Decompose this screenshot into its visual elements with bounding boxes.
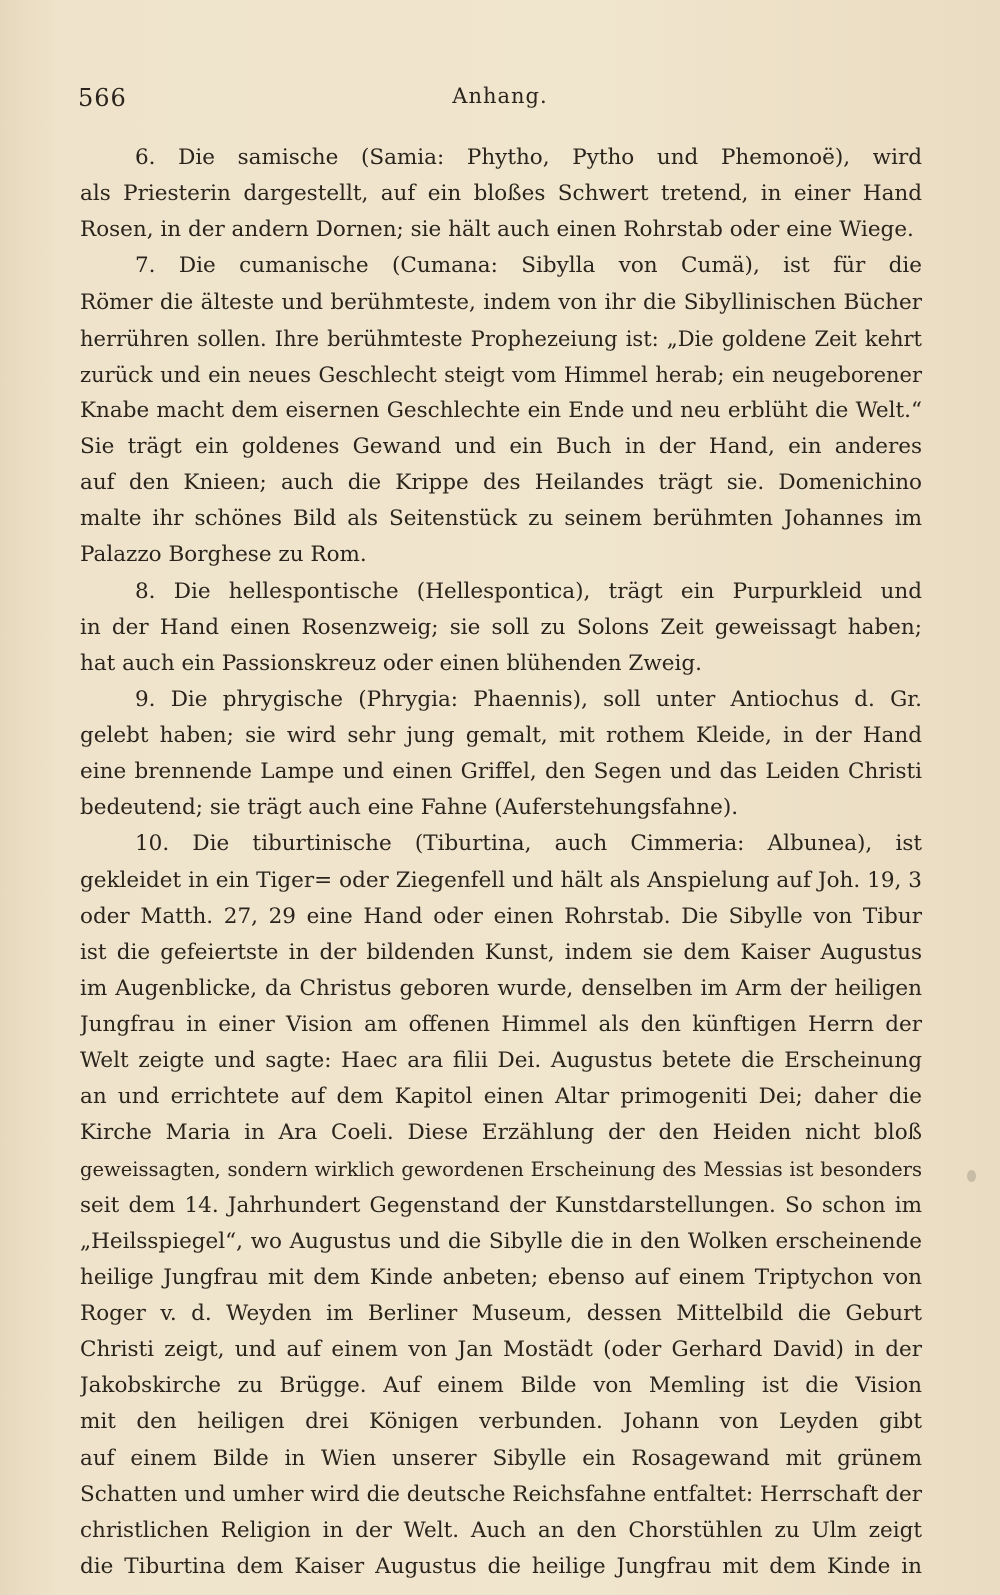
text-line: Sie trägt ein goldenes Gewand und ein Buch in der Hand, ein anderes (80, 434, 922, 459)
text-line: an und errichtete auf dem Kapitol einen Altar primogeniti Dei; daher die (80, 1084, 922, 1110)
running-head: Anhang. (452, 84, 548, 108)
text-line: Jakobskirche zu Brügge. Auf einem Bilde von Memling ist die Vision (80, 1373, 922, 1399)
text-line: auf den Knieen; auch die Krippe des Heilandes trägt sie. Domenichino (80, 470, 922, 496)
text-line: christlichen Religion in der Welt. Auch an den Chorstühlen zu Ulm zeigt (80, 1517, 922, 1543)
text-line: geweissagten, sondern wirklich gewordenen Erscheinung des Messias ist besonders (80, 1157, 922, 1181)
text-line: Schatten und umher wird die deutsche Reichsfahne entfaltet: Herrschaft der (80, 1481, 922, 1507)
text-line: Knabe macht dem eisernen Geschlechte ein Ende und neu erblüht die Welt.“ (80, 397, 922, 423)
text-line: „Heilsspiegel“, wo Augustus und die Sibylle die in den Wolken erscheinende (80, 1228, 922, 1254)
text-line: die Tiburtina dem Kaiser Augustus die heilige Jungfrau mit dem Kinde in (80, 1553, 922, 1579)
paper-spot (967, 1170, 976, 1182)
text-line: auf einem Bilde in Wien unserer Sibylle ein Rosagewand mit grünem (80, 1445, 922, 1471)
text-line: bedeutend; sie trägt auch eine Fahne (Auferstehungsfahne). (80, 795, 739, 821)
text-line: 6. Die samische (Samia: Phytho, Pytho und Phemonoë), wird (135, 145, 922, 170)
body-text (80, 140, 922, 1585)
text-line: zurück und ein neues Geschlecht steigt vom Himmel herab; ein neugeborener (80, 362, 922, 387)
text-line: ist die gefeiertste in der bildenden Kunst, indem sie dem Kaiser Augustus (80, 939, 922, 965)
text-line: in der Hand einen Rosenzweig; sie soll zu Solons Zeit geweissagt haben; (80, 614, 922, 640)
text-line: gelebt haben; sie wird sehr jung gemalt, mit rothem Kleide, in der Hand (80, 723, 922, 748)
page-number: 566 (78, 84, 127, 112)
text-line: Römer die älteste und berühmteste, indem von ihr die Sibyllinischen Bücher (80, 289, 922, 315)
text-line: 9. Die phrygische (Phrygia: Phaennis), soll unter Antiochus d. Gr. (135, 686, 922, 712)
text-line: als Priesterin dargestellt, auf ein bloßes Schwert tretend, in einer Hand (80, 181, 922, 207)
text-line: eine brennende Lampe und einen Griffel, den Segen und das Leiden Christi (80, 759, 922, 785)
text-line: heilige Jungfrau mit dem Kinde anbeten; ebenso auf einem Triptychon von (80, 1264, 922, 1290)
text-line: oder Matth. 27, 29 eine Hand oder einen Rohrstab. Die Sibylle von Tibur (80, 903, 922, 929)
text-line: Christi zeigt, und auf einem von Jan Mostädt (oder Gerhard David) in der (80, 1337, 922, 1363)
text-line: 8. Die hellespontische (Hellespontica), trägt ein Purpurkleid und (135, 578, 922, 604)
text-line: 7. Die cumanische (Cumana: Sibylla von Cumä), ist für die (135, 253, 922, 279)
text-line: Kirche Maria in Ara Coeli. Diese Erzählung der den Heiden nicht bloß (80, 1120, 922, 1146)
page-header (78, 84, 922, 124)
text-line: herrühren sollen. Ihre berühmteste Prophezeiung ist: „Die goldene Zeit kehrt (80, 326, 922, 351)
text-line: Rosen, in der andern Dornen; sie hält auch einen Rohrstab oder eine Wiege. (80, 217, 914, 243)
text-line: gekleidet in ein Tiger= oder Ziegenfell und hält als Anspielung auf Joh. 19, 3 (80, 867, 922, 893)
text-line: Roger v. d. Weyden im Berliner Museum, dessen Mittelbild die Geburt (80, 1301, 922, 1326)
text-line: seit dem 14. Jahrhundert Gegenstand der Kunstdarstellungen. So schon im (80, 1192, 922, 1218)
text-line: Jungfrau in einer Vision am offenen Himmel als den künftigen Herrn der (80, 1012, 922, 1037)
text-line: Welt zeigte und sagte: Haec ara filii Dei. Augustus betete die Erscheinung (80, 1048, 922, 1074)
text-line: 10. Die tiburtinische (Tiburtina, auch Cimmeria: Albunea), ist (135, 831, 922, 857)
text-line: Palazzo Borghese zu Rom. (80, 542, 367, 568)
text-line: im Augenblicke, da Christus geboren wurde, denselben im Arm der heiligen (80, 975, 922, 1001)
text-line: mit den heiligen drei Königen verbunden. Johann von Leyden gibt (80, 1409, 922, 1435)
text-line: malte ihr schönes Bild als Seitenstück zu seinem berühmten Johannes im (80, 506, 922, 532)
text-line: hat auch ein Passionskreuz oder einen blühenden Zweig. (80, 650, 702, 676)
